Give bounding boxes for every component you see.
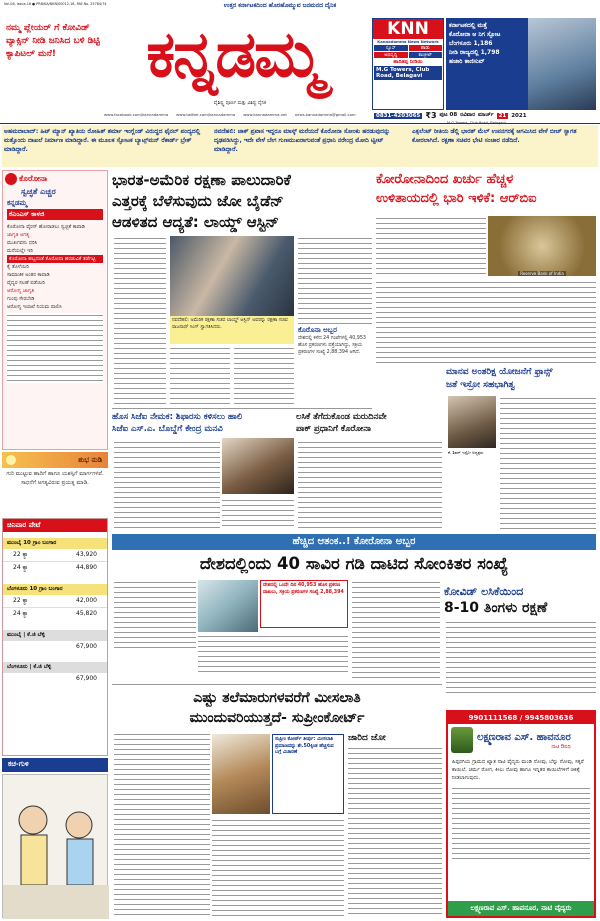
website-link[interactable]: www.kannadamma.net bbox=[243, 111, 287, 117]
silver-label: ಮುಂಬೈ | ಕೆ.ಜಿ ಬೆಳ್ಳಿ bbox=[3, 630, 107, 641]
month: ಮಾರ್ಚ್ bbox=[478, 112, 494, 118]
supreme-body-text bbox=[212, 818, 344, 918]
banner-body-text bbox=[198, 634, 348, 674]
phone-number: 0831-4203065 bbox=[376, 112, 421, 119]
cji-headline-2: ಸಿಜೆಐ ಎಸ್.ಎ. ಬೊಬ್ಡೆಗೆ ಕೇಂದ್ರ ಮನವಿ bbox=[112, 424, 223, 434]
gold-price: 43,920 bbox=[76, 551, 97, 558]
briefs-strip bbox=[2, 125, 598, 167]
gold-karat: 22 ಕ್ಯಾ bbox=[13, 551, 29, 558]
cartoon-image bbox=[2, 774, 108, 918]
side-story-text bbox=[348, 746, 442, 918]
rbi-headline-2: ಉಳಿತಾಯದಲ್ಲಿ ಭಾರಿ ಇಳಿಕೆ: ಆರ್‌ಬಿಐ bbox=[376, 191, 537, 206]
email-link[interactable]: news.kannadamma@gmail.com bbox=[294, 111, 356, 117]
advertisement bbox=[446, 710, 596, 918]
rbi-headline-block bbox=[376, 170, 596, 214]
virus-icon bbox=[5, 173, 17, 185]
corona-awareness-box bbox=[2, 170, 108, 450]
cartoon-drawing bbox=[3, 775, 109, 919]
weekday: ರವಿವಾರ bbox=[460, 112, 476, 118]
banner-body-text bbox=[352, 580, 440, 680]
gold-karat: 24 ಕ್ಯಾ bbox=[13, 610, 29, 617]
brief-left: ಅಹಮದಾಬಾದ್: ಹಿಟ್ ಮ್ಯಾನ್ ಖ್ಯಾತಿಯ ರೋಹಿತ್ ಶರ್ಮಾ ಇಂಗ್ಲೆಂಡ್ ವಿರುದ್ಧದ ಫೈನಲ್ ಪಂದ್ಯದಲ್ಲಿ ಮತ್ತೊಂದು ದಾಖಲೆ ನಿರ್ಮಾಣ ಮಾಡಿದ್ದಾರೆ. ಈ ಮೂಲಕ ಸ್ಫೋಟಕ ಬ್ಯಾಟ್ಸ್‌ಮನ್ ರೆಕಾರ್ಡ್ ಬ್ರೇಕ್ ಮಾಡಿದ್ದಾರೆ. bbox=[4, 128, 201, 153]
registration-number: Vol-08, Issue-16 ● PRB/KA/NKN/00012-16, RNI No. 25784/74 bbox=[4, 2, 107, 6]
page-count: ಪುಟ 08 bbox=[439, 112, 458, 118]
isro-photo-caption: ಕೆ. ಶಿವನ್ ಇಸ್ರೋ ಅಧ್ಯಕ್ಷರು bbox=[448, 450, 484, 455]
covid-count-box bbox=[446, 18, 528, 110]
masthead-subtitle: ವೈಶಿಷ್ಟ್ಯ ಪೂರ್ಣ ಮತ್ತು ವಿಶಿಷ್ಟ ದೈನಿಕ bbox=[213, 101, 267, 106]
ad-title: ಲಕ್ಷ್ಮಣರಾವ ಎಸ್. ಹಾವನೂರ bbox=[477, 731, 571, 743]
silver-price: 67,900 bbox=[76, 675, 97, 682]
social-strip bbox=[104, 109, 374, 119]
tip-item: ಮುಖಗವಸು ಧರಿಸಿ bbox=[7, 240, 38, 246]
knn-name: Kannadamma News Network bbox=[377, 39, 439, 44]
banner-kicker: ಹೆಚ್ಚಿದ ಆತಂಕ..! ಕೋರೋನಾ ಅಬ್ಬರ bbox=[112, 534, 596, 550]
covid-line: ನೀಡಿ ರಾಜ್ಯದಲ್ಲಿ 1,798 bbox=[449, 49, 500, 56]
shubha-text: ಗುರಿ ಮುಟ್ಟುವ ಹಾದಿಗೆ ಹಾಗೂ ಯಶಸ್ಸಿಗೆ ಮಾರ್ಗಗಳಿವೆ. ಸಾಧನೆಗೆ ಅಗತ್ಯವಿರುವ ಪ್ರಯತ್ನ ಮಾಡಿ. bbox=[6, 471, 104, 486]
shubha-label: ಶುಭ ನುಡಿ bbox=[78, 455, 102, 464]
lead-photo bbox=[170, 236, 294, 316]
gold-karat: 24 ಕ್ಯಾ bbox=[13, 564, 29, 571]
bullion-market-box bbox=[2, 518, 108, 756]
promo-box bbox=[4, 20, 104, 112]
twitter-link[interactable]: www.twitter.com/kannadamma bbox=[176, 111, 236, 117]
gold-price: 42,000 bbox=[76, 597, 97, 604]
lead-headline-block bbox=[112, 170, 372, 234]
lead-headline-2: ಎತ್ತರಕ್ಕೆ ಬೆಳೆಸುವುದು ಜೋ ಬೈಡೆನ್ bbox=[112, 192, 284, 210]
ad-body-text bbox=[452, 786, 590, 860]
rbi-body-text bbox=[376, 216, 486, 276]
cji-headline-block bbox=[112, 411, 294, 435]
supreme-court-photo bbox=[212, 734, 270, 814]
tips-body-text bbox=[7, 313, 103, 383]
knn-tag: ಕಾಂಕ್ರೀಟ್ bbox=[409, 52, 443, 58]
tip-highlight: ಕೊರೋನಾ ಹಬ್ಬದಂತೆ ಕೊರೋನಾ ಹರಡುವಿಕೆ ತಡೆಗಟ್ಟಿ bbox=[7, 255, 103, 263]
gold-karat: 22 ಕ್ಯಾ bbox=[13, 597, 29, 604]
pak-headline-1: ಲಸಿಕೆ ತೆಗೆದುಕೊಂಡ ಮರುದಿನವೇ bbox=[296, 412, 387, 422]
lead-headline-1: ಭಾರತ-ಅಮೆರಿಕ ರಕ್ಷಣಾ ಪಾಲುದಾರಿಕೆ bbox=[112, 171, 291, 189]
lead-headline-3: ಆಡಳಿತದ ಆದ್ಯತೆ: ಲಾಯ್ಡ್ ಆಸ್ಟಿನ್ bbox=[112, 213, 279, 231]
cji-body-text bbox=[114, 440, 220, 530]
supreme-headline-1: ಎಷ್ಟು ತಲೆಮಾರುಗಳವರೆಗೆ ಮೀಸಲಾತಿ bbox=[193, 690, 361, 706]
tip-item: ಸಾಮಾಜಿಕ ಅಂತರ ಕಾಪಾಡಿ bbox=[7, 272, 50, 278]
year: 2021 bbox=[511, 112, 527, 119]
tip-item: ವೈದ್ಯರ ಸಲಹೆ ಪಡೆಯಿರಿ bbox=[7, 280, 45, 286]
rule bbox=[0, 123, 600, 124]
gold-price: 45,820 bbox=[76, 610, 97, 617]
rule bbox=[112, 684, 442, 685]
covid-line: ಹಜಾರಿ ಕಾಣಿಸುವ್ bbox=[449, 58, 485, 65]
corona-vs: ಸ್ವಚ್ಛತೆ ಎಚ್ಚರ bbox=[21, 187, 56, 196]
masthead-tagline: ಉತ್ತರ ಕರ್ನಾಟಕದಿಂದ ಹೊರಹೊಮ್ಮುವ ಜನಮನದ ದೈನಿಕ bbox=[223, 2, 337, 9]
knn-tag: ಅಭಿವೃದ್ಧಿ bbox=[374, 52, 408, 58]
supreme-callout: ಸುಪ್ರೀಂ ಕೋರ್ಟ್ ತೀರ್ಪು: ಮೀಸಲಾತಿ ಪ್ರಮಾಣವನ್ನು ಶೇ.50ಕ್ಕಿಂತ ಹೆಚ್ಚಿಸುವ ಬಗ್ಗೆ ವಿಚಾರಣೆ bbox=[272, 734, 344, 814]
lead-body-text bbox=[170, 346, 230, 406]
rbi-headline-1: ಕೋರೋನಾದಿಂದ ಖರ್ಚು ಹೆಚ್ಚಳ bbox=[376, 172, 514, 187]
lead-body-text bbox=[234, 346, 294, 406]
herb-icon bbox=[451, 727, 473, 753]
covid-line: ಕರ್ನಾಟಕದಲ್ಲಿ ಮತ್ತೆ bbox=[449, 22, 488, 29]
cji-photo bbox=[222, 438, 294, 494]
corona-title: ಕೊರೋನಾ bbox=[19, 174, 48, 183]
vaccine-headline-1: ಕೋವಿಡ್ ಲಸಿಕೆಯಿಂದ bbox=[444, 585, 524, 598]
date-day: 21 bbox=[498, 112, 507, 119]
silver-price: 67,900 bbox=[76, 643, 97, 650]
gold-price: 44,890 bbox=[76, 564, 97, 571]
covid-update-text: ದೇಶದಲ್ಲಿ ಕಳೆದ 24 ಗಂಟೆಗಳಲ್ಲಿ 40,953 ಹೊಸ ಪ್ರಕರಣಗಳು ಪತ್ತೆಯಾಗಿದ್ದು, ಸಕ್ರಿಯ ಪ್ರಕರಣಗಳ ಸಂಖ್ಯೆ 2,88,394 ಆಗಿದೆ. bbox=[298, 336, 366, 355]
kannadamma-sub: ಕೆಎಂಎಸ್ ಕಾಳಜಿ bbox=[7, 209, 103, 220]
banner-headline: ದೇಶದಲ್ಲಿಂದು 40 ಸಾವಿರ ಗಡಿ ದಾಟಿದ ಸೋಂಕಿತರ ಸಂಖ್ಯೆ bbox=[199, 554, 509, 573]
tip-item: ಕೊರೋನಾ ವೈರಸ್ ಹೋರಾಡಲು ಸ್ವಚ್ಛತೆ ಕಾಪಾಡಿ bbox=[7, 224, 85, 230]
supreme-headline-block bbox=[112, 688, 442, 728]
sun-icon bbox=[6, 455, 16, 465]
gold-label: ಬೆಂಗಳೂರು 10 ಗ್ರಾಂ ಬಂಗಾರ bbox=[3, 584, 107, 595]
tip-item: ಆರೋಗ್ಯ ಇಲಾಖೆ ನಿಯಮ ಪಾಲಿಸಿ bbox=[7, 304, 62, 310]
side-story bbox=[348, 732, 442, 744]
isro-headline-block bbox=[446, 366, 596, 392]
knn-tag: ಹಾಡು bbox=[409, 45, 443, 51]
vaccine-headline-block bbox=[444, 584, 596, 617]
cji-headline-1: ಹೊಸ ಸಿಜೆಐ ನೇಮಕ: ಶಿಫಾರಸು ಕಳಿಸಲು ಹಾಲಿ bbox=[112, 412, 243, 422]
tip-highlight: ಆರೋಗ್ಯ ಜಾಗೃತಿ bbox=[7, 288, 35, 294]
tip-highlight: ಜಾಗೃತಿ ಅಗತ್ಯ bbox=[7, 232, 30, 238]
vaccine-body-text bbox=[446, 620, 596, 696]
ad-sub: ನಾಟಿ ಔಷಧಿ bbox=[551, 743, 571, 750]
rbi-photo-caption: Reserve Bank of India bbox=[520, 271, 564, 276]
tip-item: ಕೈ ತೊಳೆಯಿರಿ bbox=[7, 264, 29, 270]
silver-label: ಬೆಂಗಳೂರು | ಕೆ.ಜಿ ಬೆಳ್ಳಿ bbox=[3, 662, 107, 673]
promo-text: ನಮ್ಮ ಪ್ಲೇಯರ್ ಗೆ ಕೋವಿಡ್ ವ್ಯಾಕ್ಸಿನ್ ನೀಡಿ ಜನಿಸಿದ ಬಳಿ ಡಿಟ್ಟಿ ಕ್ಯಾಪಿಟಲ್ ಮನೆ! bbox=[6, 23, 100, 59]
shubha-nudi-header bbox=[2, 452, 108, 468]
isro-headline-2: ಜತೆ ಇಸ್ರೋ ಸಹಭಾಗಿತ್ವ bbox=[446, 380, 515, 390]
gold-label: ಮುಂಬೈ 10 ಗ್ರಾಂ ಬಂಗಾರ bbox=[3, 538, 107, 549]
ad-body: ಹಿಪ್ಪರಗಿಯ ಗ್ರಾಮದ ಖ್ಯಾತ ನಾಟಿ ವೈದ್ಯರು ಮಂಡಿ ನೋವು, ಬೆನ್ನು ನೋವು, ಸಕ್ಕರೆ ಕಾಯಿಲೆ, ಚರ್ಮ ರೋಗ, ಕೀಲು ನೋವು ಹಾಗೂ ಇನ್ನಿತರ ಕಾಯಿಲೆಗಳಿಗೆ ಚಿಕಿತ್ಸೆ ನೀಡಲಾಗುವುದು. bbox=[452, 759, 584, 781]
newspaper-title: ಕನ್ನಡಮ್ಮ bbox=[146, 17, 322, 92]
price: ₹3 bbox=[425, 111, 437, 120]
market-title: ಚಿನಿವಾರ ಪೇಟೆ bbox=[3, 519, 107, 532]
supreme-body-text bbox=[114, 732, 210, 918]
knn-box bbox=[372, 18, 444, 110]
knn-address: M.G Towers, Club Road, Belagavi bbox=[374, 66, 442, 80]
facebook-link[interactable]: www.facebook.com/kannadamma bbox=[104, 111, 169, 117]
covid-line: ಕೊರೋನಾ ಆ ನಿಗ ಸ್ಫೋಟ bbox=[449, 31, 501, 38]
rule bbox=[112, 408, 372, 409]
ad-phone: 9901111568 / 9945803636 bbox=[448, 712, 594, 724]
isro-headline-1: ಮಾನವ ಅಂತರಿಕ್ಷ ಯೋಜನೆಗೆ ಫ್ರಾನ್ಸ್ bbox=[446, 367, 553, 377]
knn-tag: ನ್ಯೂಸ್ bbox=[374, 45, 408, 51]
pak-body-text bbox=[298, 440, 442, 530]
side-story-title: ಜಾರಿದ ಜೋ bbox=[348, 733, 386, 743]
vaccine-headline-2: 8-10 ತಿಂಗಳು ರಕ್ಷಣೆ bbox=[444, 600, 548, 616]
covid-update-box bbox=[298, 326, 372, 406]
lead-photo-caption: ನವದೆಹಲಿ: ಅಮೆರಿಕ ರಕ್ಷಣಾ ಸಚಿವ ಲಾಯ್ಡ್ ಆಸ್ಟಿನ್ ಅವರನ್ನು ರಕ್ಷಣಾ ಸಚಿವ ರಾಜನಾಥ್ ಸಿಂಗ್ ಸ್ವಾಗತಿಸಿದರು. bbox=[170, 316, 294, 344]
isro-body-text bbox=[500, 396, 596, 530]
banner-photo bbox=[198, 580, 258, 632]
covid-line: ಬೆಂಗಳೂರು 1,186 bbox=[449, 40, 493, 47]
tip-item: ಗುಂಪು ಸೇರಬೇಡಿ bbox=[7, 296, 35, 302]
isro-photo bbox=[448, 396, 496, 448]
lead-body-text bbox=[298, 236, 372, 326]
rule bbox=[376, 362, 596, 363]
kannadamma-label: ಕನ್ನಡಮ್ಮ bbox=[7, 199, 28, 207]
cji-body-text bbox=[222, 498, 294, 530]
brief-middle: ನವದೆಹಲಿ: ಜಾಕ್ ಪ್ರವಾಸ ಇದ್ದರೂ ಮಾಸ್ಕ್ ಮರೆಯದೆ ಕೊರೋನಾ ಸೋಂಕು ಹರಡುವುದನ್ನು ದೃಢಪಡಿಸಿದ್ದು, ಇದೇ ವೇಳೆ ಬೇಗ ಗುಣಮುಖರಾಗುವಂತೆ ಪ್ರಧಾನಿ ನರೇಂದ್ರ ಮೋದಿ ಟ್ವೀಟ್ ಮಾಡಿದ್ದಾರೆ. bbox=[214, 128, 391, 153]
tip-item: ಮನೆಯಲ್ಲೇ ಇರಿ bbox=[7, 248, 33, 254]
knn-logo: KNN bbox=[373, 19, 443, 39]
covid-update-title: ಕೊರೊನಾ ಅಬ್ಬರ bbox=[298, 326, 337, 334]
banner-body-text bbox=[114, 580, 196, 652]
cartoon-title: ಕಚ-ಗುಳಿ bbox=[2, 758, 108, 772]
brief-right: ಎಕ್ಸಲೆಂಟ್ ರೀತಿಯ ಡೆಲ್ಲಿ ಭಾರತ್ ಮೆಲ್‌ ಉಪನಗರಕ್ಕೆ ಆಗಮಿಸಿದ ವೇಳೆ ಬೀಚ್ ಸ್ವಾಗತ ಕೋರಲಾಗಿದೆ. ರಕ್ಷಣಾ ಸಚಿವರ ಭೇಟಿ ಸಂಚಾರ ನಡೆದಿದೆ. bbox=[412, 128, 577, 144]
pak-headline-2: ಪಾಕ್ ಪ್ರಧಾನಿಗೆ ಕೊರೋನಾ bbox=[296, 424, 371, 434]
covid-photo bbox=[528, 18, 596, 110]
ad-footer: ಲಕ್ಷ್ಮಣರಾವ ಎಸ್. ಹಾವನೂರ, ನಾಟಿ ವೈದ್ಯರು bbox=[448, 901, 594, 916]
banner-stat-note: ದೇಶದಲ್ಲಿ ಒಂದೇ ದಿನ 40,953 ಹೊಸ ಪ್ರಕರಣ ದಾಖಲು, ಸಕ್ರಿಯ ಪ್ರಕರಣಗಳ ಸಂಖ್ಯೆ 2,88,394 bbox=[260, 580, 348, 628]
rbi-photo bbox=[488, 216, 596, 276]
rbi-body-text bbox=[376, 280, 596, 360]
pak-headline-block bbox=[296, 411, 444, 435]
supreme-headline-2: ಮುಂದುವರಿಯುತ್ತದೆ- ಸುಪ್ರೀಂಕೋರ್ಟ್ bbox=[189, 710, 365, 726]
lead-body-text bbox=[114, 236, 166, 406]
knn-slogan: ಹಾದಿತಪ್ಪ ನೀಡಿಯಿ bbox=[393, 59, 423, 65]
